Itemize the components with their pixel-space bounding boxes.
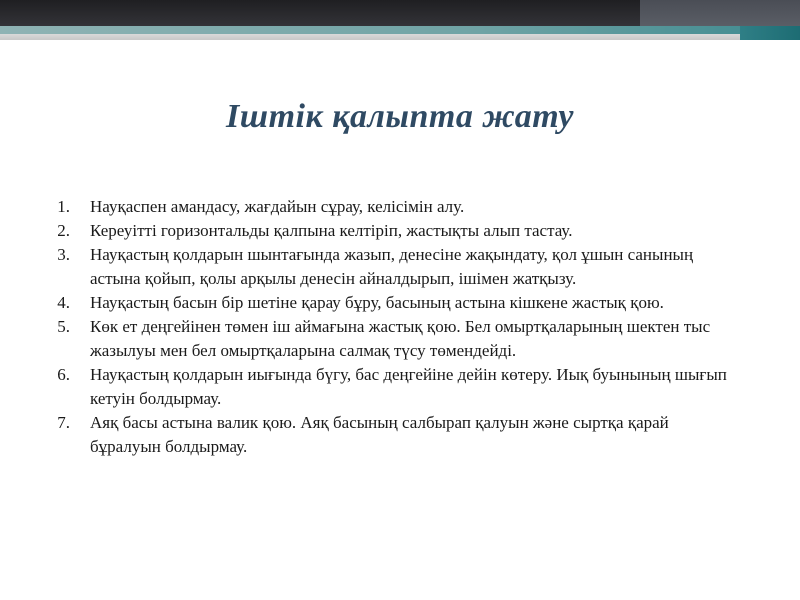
header-band-dark-right — [640, 0, 800, 26]
list-item — [42, 195, 742, 219]
list-item — [42, 291, 742, 315]
step-text: Науқастың басын бір шетіне қарау бұру, басының астына кішкене жастық қою. — [90, 293, 664, 312]
step-text: Көк ет деңгейінен төмен іш аймағына жастық қою. Бел омыртқаларының шектен тыс жазылуы мен бел омыртқаларына салмақ түсу төмендейді. — [90, 317, 711, 360]
step-number: 1. — [57, 197, 70, 216]
header-band-accent — [740, 26, 800, 40]
list-item — [42, 219, 742, 243]
step-text: Науқастың қолдарын иығында бүгу, бас деңгейіне дейін көтеру. Иық буынының шығып кетуін болдырмау. — [90, 365, 727, 408]
step-text: Аяқ басы астына валик қою. Аяқ басының салбырап қалуын және сыртқа қарай бұралуын болдырмау. — [90, 413, 669, 456]
step-text: Кереуітті горизонтальды қалпына келтіріп, жастықты алып тастау. — [90, 221, 573, 240]
steps-list — [42, 195, 742, 459]
header-band-line — [0, 34, 800, 40]
list-item — [42, 411, 742, 459]
step-text: Науқаспен амандасу, жағдайын сұрау, келісімін алу. — [90, 197, 465, 216]
step-number: 4. — [57, 293, 70, 312]
step-text: Науқастың қолдарын шынтағында жазып, денесіне жақындату, қол ұшын санының астына қойып, қолы арқылы денесін айналдырып, ішімен жатқызу. — [90, 245, 694, 288]
step-number: 2. — [57, 221, 70, 240]
list-item — [42, 315, 742, 363]
step-number: 7. — [57, 413, 70, 432]
slide-title: Іштік қалыпта жату — [226, 98, 574, 135]
step-number: 5. — [57, 317, 70, 336]
step-number: 6. — [57, 365, 70, 384]
list-item — [42, 363, 742, 411]
step-number: 3. — [57, 245, 70, 264]
header-band-teal — [0, 26, 800, 34]
list-item — [42, 243, 742, 291]
